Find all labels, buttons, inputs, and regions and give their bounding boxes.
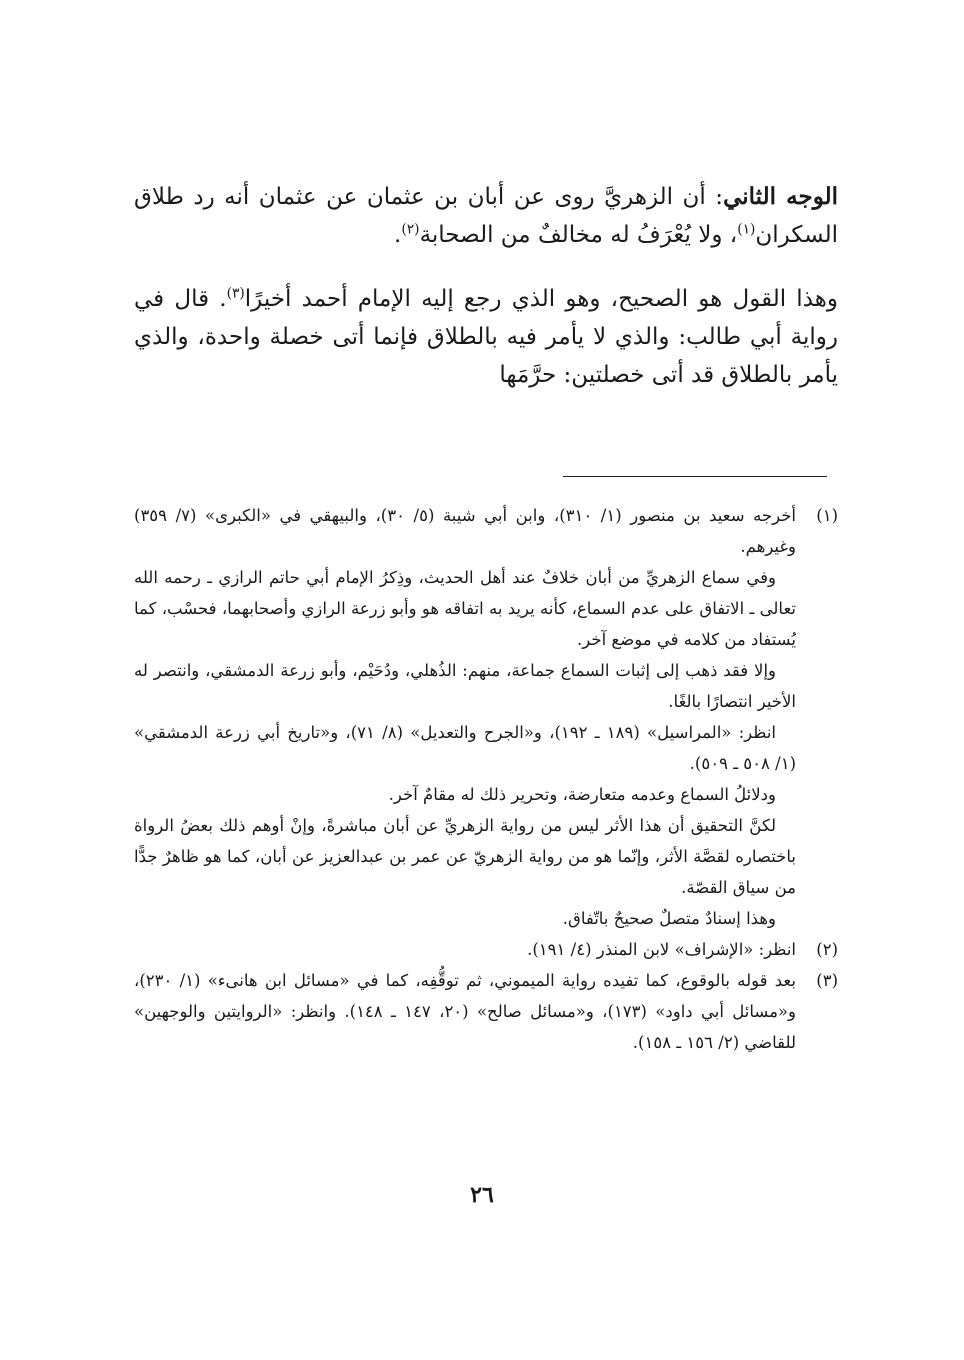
footnote-body bbox=[134, 934, 796, 965]
footnote-text: انظر: «الإشراف» لابن المنذر (٤/ ١٩١). bbox=[527, 940, 796, 959]
paragraph-1: الوجه الثاني: أن الزهريَّ روى عن أبان بن عثمان عن عثمان أنه رد طلاق السكران$^{(١)}$، ولا يُعْرَفُ له مخالفٌ من الصحابة$^{(٢)}$. bbox=[134, 183, 838, 248]
main-text bbox=[134, 178, 838, 420]
footnote-number: (٣) bbox=[816, 971, 838, 990]
footnote-text: لكنَّ التحقيق أن هذا الأثر ليس من رواية الزهريِّ عن أبان مباشرةً، وإنْ أوهم ذلك بعضُ الرواة باختصاره لقصَّة الأثر، وإنّما هو من رواية الزهريّ عن عمر بن عبدالعزيز عن أبان، كما هو ظاهرٌ جدًّا من سياق القصّة. bbox=[134, 816, 796, 897]
footnote-text: أخرجه سعيد بن منصور (١/ ٣١٠)، وابن أبي شيبة (٥/ ٣٠)، والبيهقي في «الكبرى» (٧/ ٣٥٩) وغيرهم. bbox=[134, 506, 797, 556]
footnote-ref-1: (١) bbox=[737, 221, 756, 238]
footnote-text: وهذا إسنادٌ متصلٌ صحيحٌ باتّفاق. bbox=[562, 909, 776, 928]
footnote-body bbox=[134, 965, 796, 1058]
footnote-ref-3: (٣) bbox=[226, 285, 245, 302]
footnote-number: (٢) bbox=[816, 940, 838, 959]
page-number: ٢٦ bbox=[470, 1182, 494, 1208]
paragraph-2: وهذا القول هو الصحيح، وهو الذي رجع إليه الإمام أحمد أخيرًا$^{(٣)}$. قال في رواية أبي طالب: والذي لا يأمر فيه بالطلاق فإنما أتى خصلة واحدة، والذي يأمر بالطلاق قد أتى خصلتين: حرَّمَها bbox=[134, 285, 839, 388]
footnote-text: وفي سماع الزهريِّ من أبان خلافٌ عند أهل الحديث، وذِكرُ الإمام أبي حاتم الرازي ـ رحمه الله تعالى ـ الاتفاق على عدم السماع، كأنه يريد به اتفاقه هو وأبو زرعة الرازي وأصحابهما، فحسْب، كما يُستفاد من كلامه في موضع آخر. bbox=[134, 568, 796, 649]
footnote-separator bbox=[563, 476, 827, 477]
footnote-ref-2: (٢) bbox=[401, 221, 420, 238]
footnote-2 bbox=[134, 934, 838, 965]
footnote-text: بعد قوله بالوقوع، كما تفيده رواية الميموني، ثم توقُّفِه، كما في «مسائل ابن هانىء» (١/ ٢٣٠)، و«مسائل أبي داود» (١٧٣)، و«مسائل صالح» (٢٠، ١٤٧ ـ ١٤٨). وانظر: «الروايتين والوجهين» للقاضي (٢/ ١٥٦ ـ ١٥٨). bbox=[134, 971, 796, 1052]
footnote-text: ودلائلُ السماع وعدمه متعارضة، وتحرير ذلك له مقامٌ آخر. bbox=[388, 785, 776, 804]
footnote-number: (١) bbox=[816, 506, 838, 525]
section-heading: الوجه الثاني bbox=[723, 183, 838, 210]
footnote-body bbox=[134, 500, 796, 934]
footnote-1 bbox=[134, 500, 838, 934]
footnote-text: وإلا فقد ذهب إلى إثبات السماع جماعة، منهم: الذُهلي، ودُحَيْم، وأبو زرعة الدمشقي، وانتصر له الأخير انتصارًا بالغًا. bbox=[134, 661, 796, 711]
footnotes bbox=[134, 500, 838, 1058]
footnote-3 bbox=[134, 965, 838, 1058]
footnote-text: انظر: «المراسيل» (١٨٩ ـ ١٩٢)، و«الجرح والتعديل» (٨/ ٧١)، و«تاريخ أبي زرعة الدمشقي» (١/ ٥٠٨ ـ ٥٠٩). bbox=[134, 723, 796, 773]
